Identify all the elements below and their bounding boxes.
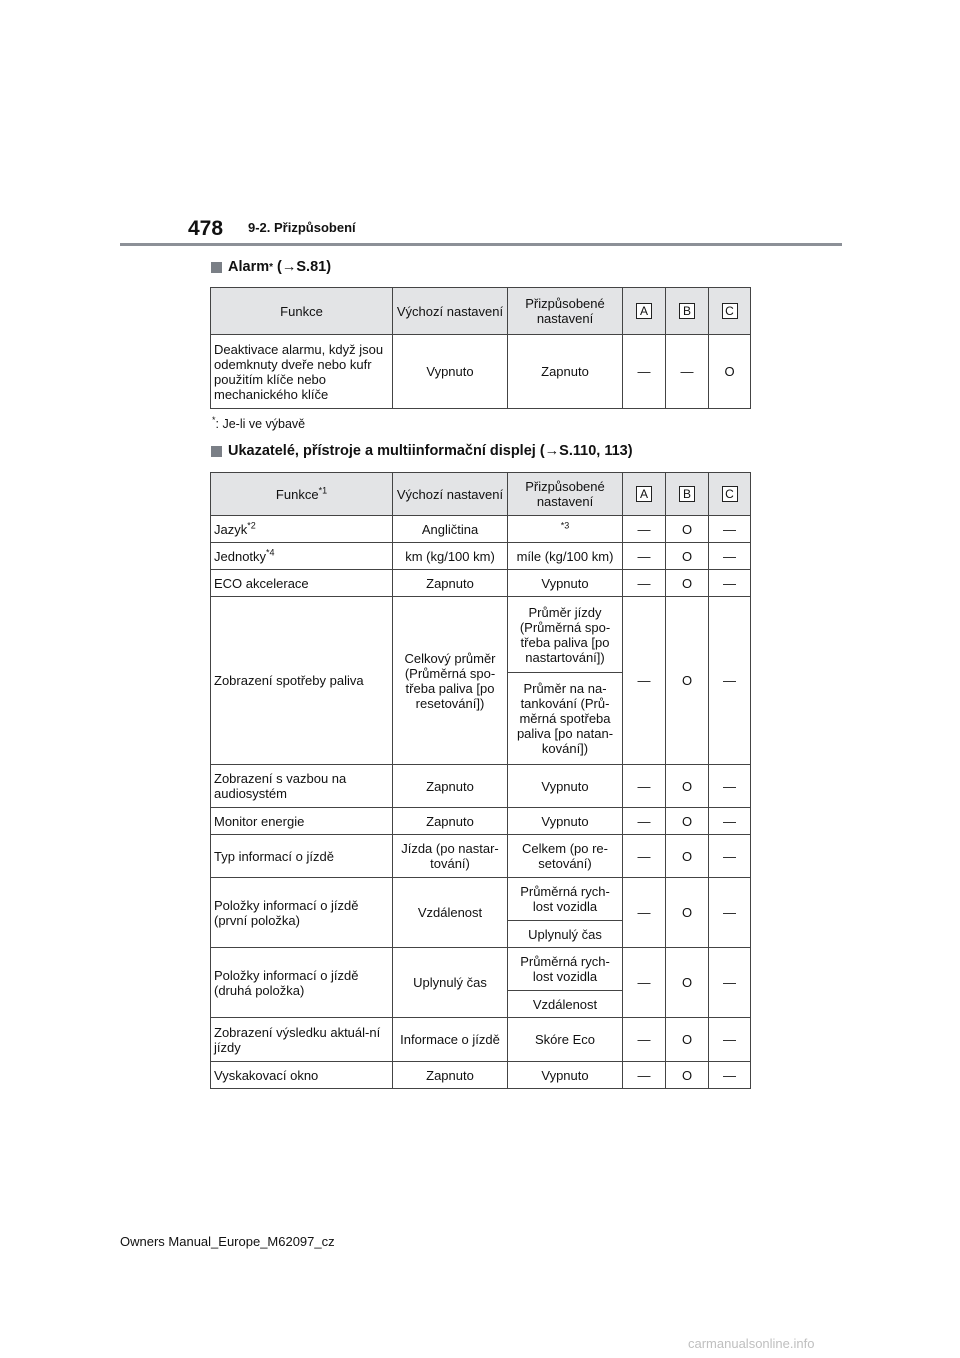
header-prizpusobene: Přizpůsobené nastavení	[508, 473, 623, 516]
table-header-row	[211, 473, 751, 516]
cell-c: —	[709, 808, 751, 835]
label-box-b: B	[679, 303, 695, 319]
cell-prizpusobene: Vzdálenost	[508, 991, 623, 1018]
cell-c: —	[709, 1062, 751, 1089]
header-funkce	[211, 473, 393, 516]
table-row	[211, 878, 751, 921]
table-row	[211, 835, 751, 878]
cell-c: —	[709, 878, 751, 948]
cell-prizpusobene: Vypnuto	[508, 765, 623, 808]
footer-text: Owners Manual_Europe_M62097_cz	[120, 1234, 335, 1249]
display-settings-table	[210, 472, 751, 1089]
cell-vychozi: Angličtina	[393, 516, 508, 543]
header-prizpusobene: Přizpůsobené nastavení	[508, 288, 623, 335]
cell-prizpusobene: míle (kg/100 km)	[508, 543, 623, 570]
heading-sup: *	[269, 261, 274, 273]
cell-a: —	[623, 1018, 666, 1062]
cell-vychozi: Uplynulý čas	[393, 948, 508, 1018]
bullet-square-icon	[211, 262, 222, 273]
cell-a: —	[623, 516, 666, 543]
cell-b: O	[666, 570, 709, 597]
cell-prizpusobene: Průměrná rych-lost vozidla	[508, 878, 623, 921]
cell-a: —	[623, 597, 666, 765]
cell-a: —	[623, 543, 666, 570]
alarm-table	[210, 287, 751, 409]
header-a	[623, 473, 666, 516]
cell-c: —	[709, 597, 751, 765]
cell-a: —	[623, 808, 666, 835]
header-c	[709, 288, 751, 335]
section-heading-displays	[211, 443, 633, 459]
cell-b: O	[666, 1062, 709, 1089]
cell-a: —	[623, 335, 666, 409]
header-funkce-text: Funkce	[275, 486, 319, 502]
cell-funkce: Zobrazení výsledku aktuál-ní jízdy	[211, 1018, 393, 1062]
cell-vychozi: Zapnuto	[393, 1062, 508, 1089]
header-funkce: Funkce	[211, 288, 393, 335]
cell-b: O	[666, 765, 709, 808]
cell-a: —	[623, 570, 666, 597]
cell-c: —	[709, 948, 751, 1018]
cell-funkce-sup: *4	[266, 547, 275, 558]
heading-ref: (→S.110, 113)	[539, 443, 633, 459]
watermark: carmanualsonline.info	[688, 1336, 815, 1351]
cell-vychozi: Vzdálenost	[393, 878, 508, 948]
cell-prizpusobene: Vypnuto	[508, 808, 623, 835]
cell-prizpusobene: Skóre Eco	[508, 1018, 623, 1062]
cell-prizpusobene	[508, 516, 623, 543]
header-funkce-sup: *1	[318, 485, 328, 496]
cell-a: —	[623, 948, 666, 1018]
header-rule	[120, 243, 842, 246]
cell-funkce: Vyskakovací okno	[211, 1062, 393, 1089]
bullet-square-icon	[211, 446, 222, 457]
cell-prizpusobene: Vypnuto	[508, 1062, 623, 1089]
cell-a: —	[623, 835, 666, 878]
cell-vychozi: km (kg/100 km)	[393, 543, 508, 570]
cell-vychozi: Zapnuto	[393, 765, 508, 808]
cell-funkce: ECO akcelerace	[211, 570, 393, 597]
cell-funkce	[211, 516, 393, 543]
heading-ref: (→S.81)	[277, 259, 332, 275]
cell-b: O	[666, 516, 709, 543]
cell-funkce: Položky informací o jízdě (první položka)	[211, 878, 393, 948]
cell-b: O	[666, 878, 709, 948]
cell-c: —	[709, 570, 751, 597]
cell-b: O	[666, 835, 709, 878]
footnote-mark: *	[212, 415, 216, 425]
cell-prizpusobene: Průměr na na-tankování (Prů-měrná spotřeba paliva [po natan-kování])	[508, 673, 623, 765]
cell-prizpusobene-sup: *3	[560, 520, 570, 531]
heading-title: Ukazatelé, přístroje a multiinformační displej	[228, 443, 536, 459]
label-box-a: A	[636, 486, 652, 502]
cell-c: O	[709, 335, 751, 409]
cell-funkce: Zobrazení spotřeby paliva	[211, 597, 393, 765]
cell-funkce: Položky informací o jízdě (druhá položka)	[211, 948, 393, 1018]
table-row	[211, 597, 751, 673]
header-b	[666, 473, 709, 516]
table-row	[211, 948, 751, 991]
cell-b: O	[666, 597, 709, 765]
label-box-c: C	[722, 486, 738, 502]
header-a	[623, 288, 666, 335]
cell-a: —	[623, 878, 666, 948]
header-c	[709, 473, 751, 516]
cell-prizpusobene: Průměrná rych-lost vozidla	[508, 948, 623, 991]
section-heading-alarm	[211, 259, 331, 275]
cell-c: —	[709, 516, 751, 543]
header-b	[666, 288, 709, 335]
cell-funkce-text: Jazyk	[214, 521, 248, 537]
label-box-b: B	[679, 486, 695, 502]
cell-a: —	[623, 765, 666, 808]
label-box-a: A	[636, 303, 652, 319]
label-box-c: C	[722, 303, 738, 319]
cell-b: O	[666, 948, 709, 1018]
cell-b: O	[666, 543, 709, 570]
cell-c: —	[709, 765, 751, 808]
cell-b: —	[666, 335, 709, 409]
footnote	[212, 415, 305, 431]
cell-vychozi: Vypnuto	[393, 335, 508, 409]
table-row	[211, 543, 751, 570]
footnote-text: : Je-li ve výbavě	[215, 417, 306, 432]
cell-funkce: Deaktivace alarmu, když jsou odemknuty dveře nebo kufr použitím klíče nebo mechanického klíče	[211, 335, 393, 409]
cell-b: O	[666, 1018, 709, 1062]
page-number: 478	[188, 217, 224, 240]
table-row	[211, 516, 751, 543]
cell-prizpusobene: Zapnuto	[508, 335, 623, 409]
cell-funkce: Zobrazení s vazbou na audiosystém	[211, 765, 393, 808]
cell-funkce	[211, 543, 393, 570]
table-row	[211, 1062, 751, 1089]
header-vychozi: Výchozí nastavení	[393, 288, 508, 335]
cell-vychozi: Celkový průměr (Průměrná spo-třeba paliva [po resetování])	[393, 597, 508, 765]
header-vychozi: Výchozí nastavení	[393, 473, 508, 516]
cell-prizpusobene: Vypnuto	[508, 570, 623, 597]
cell-funkce: Monitor energie	[211, 808, 393, 835]
cell-prizpusobene: Celkem (po re-setování)	[508, 835, 623, 878]
cell-a: —	[623, 1062, 666, 1089]
cell-vychozi: Jízda (po nastar-tování)	[393, 835, 508, 878]
table-header-row	[211, 288, 751, 335]
cell-vychozi: Zapnuto	[393, 808, 508, 835]
cell-c: —	[709, 1018, 751, 1062]
cell-funkce-text: Jednotky	[214, 548, 267, 564]
cell-c: —	[709, 835, 751, 878]
cell-funkce: Typ informací o jízdě	[211, 835, 393, 878]
cell-funkce-sup: *2	[247, 520, 256, 531]
heading-title: Alarm	[228, 259, 270, 275]
table-row	[211, 570, 751, 597]
cell-prizpusobene: Průměr jízdy (Průměrná spo-třeba paliva [po nastartování])	[508, 597, 623, 673]
table-row	[211, 808, 751, 835]
table-row	[211, 335, 751, 409]
section-label: 9-2. Přizpůsobení	[248, 220, 356, 235]
cell-c: —	[709, 543, 751, 570]
table-row	[211, 765, 751, 808]
cell-vychozi: Zapnuto	[393, 570, 508, 597]
cell-b: O	[666, 808, 709, 835]
table-row	[211, 1018, 751, 1062]
cell-prizpusobene: Uplynulý čas	[508, 921, 623, 948]
cell-vychozi: Informace o jízdě	[393, 1018, 508, 1062]
